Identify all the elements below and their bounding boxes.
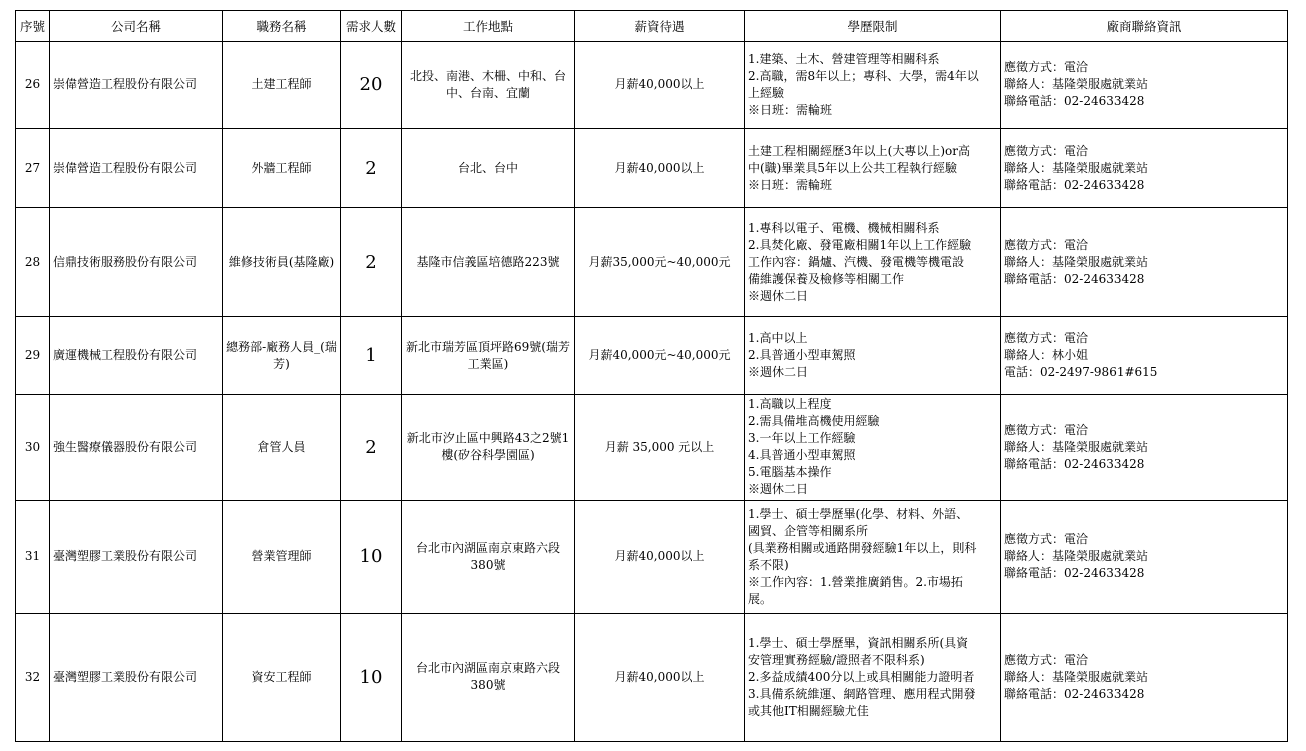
contact-info — [1001, 42, 1288, 129]
job-listing-table — [15, 10, 1288, 742]
education-requirements-line: ※工作內容：1.營業推廣銷售。2.市場拓 — [748, 574, 963, 589]
salary: 月薪40,000以上 — [575, 128, 745, 208]
education-requirements-line: 備維護保養及檢修等相關工作 — [748, 271, 905, 286]
row-index: 27 — [16, 128, 50, 208]
salary: 月薪40,000以上 — [575, 613, 745, 741]
salary: 月薪40,000元~40,000元 — [575, 317, 745, 395]
position-name: 資安工程師 — [223, 613, 341, 741]
header-education: 學歷限制 — [745, 11, 1001, 42]
education-requirements — [745, 317, 1001, 395]
row-index: 28 — [16, 208, 50, 317]
position-name: 營業管理師 — [223, 500, 341, 613]
job-listing-sheet — [15, 10, 1287, 742]
header-salary: 薪資待遇 — [575, 11, 745, 42]
headcount: 10 — [341, 613, 402, 741]
table-row — [16, 394, 1288, 500]
contact-info-line: 應徵方式：電洽 — [1004, 331, 1089, 346]
row-index: 30 — [16, 394, 50, 500]
contact-info-line: 聯絡電話：02-24633428 — [1004, 94, 1145, 109]
education-requirements-line: (具業務相關或通路開發經驗1年以上，則科 — [748, 540, 977, 555]
work-location: 台北市內湖區南京東路六段380號 — [402, 613, 575, 741]
contact-info-line: 聯絡人：基隆榮服處就業站 — [1004, 160, 1149, 175]
contact-info-line: 聯絡人：基隆榮服處就業站 — [1004, 549, 1149, 564]
education-requirements-line: 中(職)畢業具5年以上公共工程執行經驗 — [748, 160, 957, 175]
header-count: 需求人數 — [341, 11, 402, 42]
company-name: 臺灣塑膠工業股份有限公司 — [50, 500, 223, 613]
education-requirements-line: ※週休二日 — [748, 365, 809, 380]
education-requirements-line: 3.一年以上工作經驗 — [748, 431, 856, 446]
education-requirements-line: 或其他IT相關經驗尤佳 — [748, 703, 869, 718]
company-name: 崇偉營造工程股份有限公司 — [50, 128, 223, 208]
row-index: 26 — [16, 42, 50, 129]
education-requirements-line: 工作內容：鍋爐、汽機、發電機等機電設 — [748, 254, 965, 269]
education-requirements-line: 系不限) — [748, 557, 789, 572]
position-name: 維修技術員(基隆廠) — [223, 208, 341, 317]
education-requirements-line: 4.具普通小型車駕照 — [748, 448, 856, 463]
education-requirements-line: 5.電腦基本操作 — [748, 465, 832, 480]
contact-info — [1001, 500, 1288, 613]
headcount: 10 — [341, 500, 402, 613]
education-requirements — [745, 394, 1001, 500]
contact-info — [1001, 128, 1288, 208]
education-requirements-line: 2.具普通小型車駕照 — [748, 348, 856, 363]
header-location: 工作地點 — [402, 11, 575, 42]
education-requirements-line: 1.建築、土木、營建管理等相關科系 — [748, 51, 940, 66]
table-row — [16, 500, 1288, 613]
contact-info — [1001, 394, 1288, 500]
position-name: 土建工程師 — [223, 42, 341, 129]
contact-info-line: 聯絡人：基隆榮服處就業站 — [1004, 669, 1149, 684]
headcount: 2 — [341, 394, 402, 500]
contact-info-line: 應徵方式：電洽 — [1004, 60, 1089, 75]
education-requirements-line: 2.具焚化廠、發電廠相關1年以上工作經驗 — [748, 237, 972, 252]
salary: 月薪35,000元~40,000元 — [575, 208, 745, 317]
header-row — [16, 11, 1288, 42]
contact-info-line: 聯絡電話：02-24633428 — [1004, 456, 1145, 471]
headcount: 1 — [341, 317, 402, 395]
contact-info-line: 應徵方式：電洽 — [1004, 143, 1089, 158]
education-requirements-line: 1.高職以上程度 — [748, 397, 832, 412]
headcount: 20 — [341, 42, 402, 129]
education-requirements-line: 2.需具備堆高機使用經驗 — [748, 414, 880, 429]
company-name: 崇偉營造工程股份有限公司 — [50, 42, 223, 129]
education-requirements-line: 安管理實務經驗/證照者不限科系) — [748, 652, 925, 667]
row-index: 32 — [16, 613, 50, 741]
row-index: 31 — [16, 500, 50, 613]
contact-info-line: 聯絡人：基隆榮服處就業站 — [1004, 77, 1149, 92]
row-index: 29 — [16, 317, 50, 395]
education-requirements — [745, 613, 1001, 741]
work-location: 新北市汐止區中興路43之2號1樓(矽谷科學園區) — [402, 394, 575, 500]
salary: 月薪40,000以上 — [575, 500, 745, 613]
contact-info-line: 電話：02-2497-9861#615 — [1004, 365, 1158, 380]
contact-info-line: 聯絡電話：02-24633428 — [1004, 271, 1145, 286]
education-requirements-line: 1.學士、碩士學歷畢(化學、材料、外語、 — [748, 506, 969, 521]
education-requirements-line: 3.具備系統維運、網路管理、應用程式開發 — [748, 686, 976, 701]
company-name: 廣運機械工程股份有限公司 — [50, 317, 223, 395]
work-location: 基隆市信義區培德路223號 — [402, 208, 575, 317]
company-name: 強生醫療儀器股份有限公司 — [50, 394, 223, 500]
education-requirements-line: 2.高職，需8年以上；專科、大學，需4年以 — [748, 68, 979, 83]
table-row — [16, 42, 1288, 129]
contact-info-line: 應徵方式：電洽 — [1004, 652, 1089, 667]
contact-info-line: 聯絡人：林小姐 — [1004, 348, 1089, 363]
contact-info-line: 聯絡人：基隆榮服處就業站 — [1004, 254, 1149, 269]
education-requirements — [745, 208, 1001, 317]
education-requirements-line: 國貿、企管等相關系所 — [748, 523, 869, 538]
work-location: 台北、台中 — [402, 128, 575, 208]
work-location: 北投、南港、木柵、中和、台中、台南、宜蘭 — [402, 42, 575, 129]
education-requirements-line: ※週休二日 — [748, 482, 809, 497]
education-requirements-line: ※週休二日 — [748, 288, 809, 303]
company-name: 信鼎技術服務股份有限公司 — [50, 208, 223, 317]
contact-info-line: 應徵方式：電洽 — [1004, 422, 1089, 437]
header-company: 公司名稱 — [50, 11, 223, 42]
education-requirements-line: 1.學士、碩士學歷畢，資訊相關系所(具資 — [748, 635, 969, 650]
contact-info-line: 聯絡電話：02-24633428 — [1004, 177, 1145, 192]
position-name: 倉管人員 — [223, 394, 341, 500]
contact-info-line: 應徵方式：電洽 — [1004, 532, 1089, 547]
work-location: 新北市瑞芳區頂坪路69號(瑞芳工業區) — [402, 317, 575, 395]
table-row — [16, 613, 1288, 741]
salary: 月薪40,000以上 — [575, 42, 745, 129]
company-name: 臺灣塑膠工業股份有限公司 — [50, 613, 223, 741]
education-requirements-line: 展。 — [748, 591, 773, 606]
education-requirements-line: ※日班：需輪班 — [748, 102, 833, 117]
position-name: 總務部-廠務人員_(瑞芳) — [223, 317, 341, 395]
education-requirements-line: ※日班：需輪班 — [748, 177, 833, 192]
contact-info — [1001, 208, 1288, 317]
work-location: 台北市內湖區南京東路六段380號 — [402, 500, 575, 613]
education-requirements — [745, 128, 1001, 208]
header-index: 序號 — [16, 11, 50, 42]
contact-info — [1001, 317, 1288, 395]
education-requirements-line: 1.高中以上 — [748, 331, 808, 346]
table-row — [16, 208, 1288, 317]
contact-info-line: 聯絡電話：02-24633428 — [1004, 566, 1145, 581]
header-position: 職務名稱 — [223, 11, 341, 42]
headcount: 2 — [341, 128, 402, 208]
table-row — [16, 317, 1288, 395]
table-row — [16, 128, 1288, 208]
position-name: 外牆工程師 — [223, 128, 341, 208]
contact-info-line: 應徵方式：電洽 — [1004, 237, 1089, 252]
contact-info-line: 聯絡電話：02-24633428 — [1004, 686, 1145, 701]
education-requirements — [745, 42, 1001, 129]
education-requirements-line: 2.多益成績400分以上或具相關能力證明者 — [748, 669, 975, 684]
education-requirements — [745, 500, 1001, 613]
education-requirements-line: 1.專科以電子、電機、機械相關科系 — [748, 220, 940, 235]
headcount: 2 — [341, 208, 402, 317]
contact-info — [1001, 613, 1288, 741]
education-requirements-line: 土建工程相關經歷3年以上(大專以上)or高 — [748, 143, 970, 158]
education-requirements-line: 上經驗 — [748, 85, 785, 100]
contact-info-line: 聯絡人：基隆榮服處就業站 — [1004, 439, 1149, 454]
salary: 月薪 35,000 元以上 — [575, 394, 745, 500]
header-contact: 廠商聯絡資訊 — [1001, 11, 1288, 42]
